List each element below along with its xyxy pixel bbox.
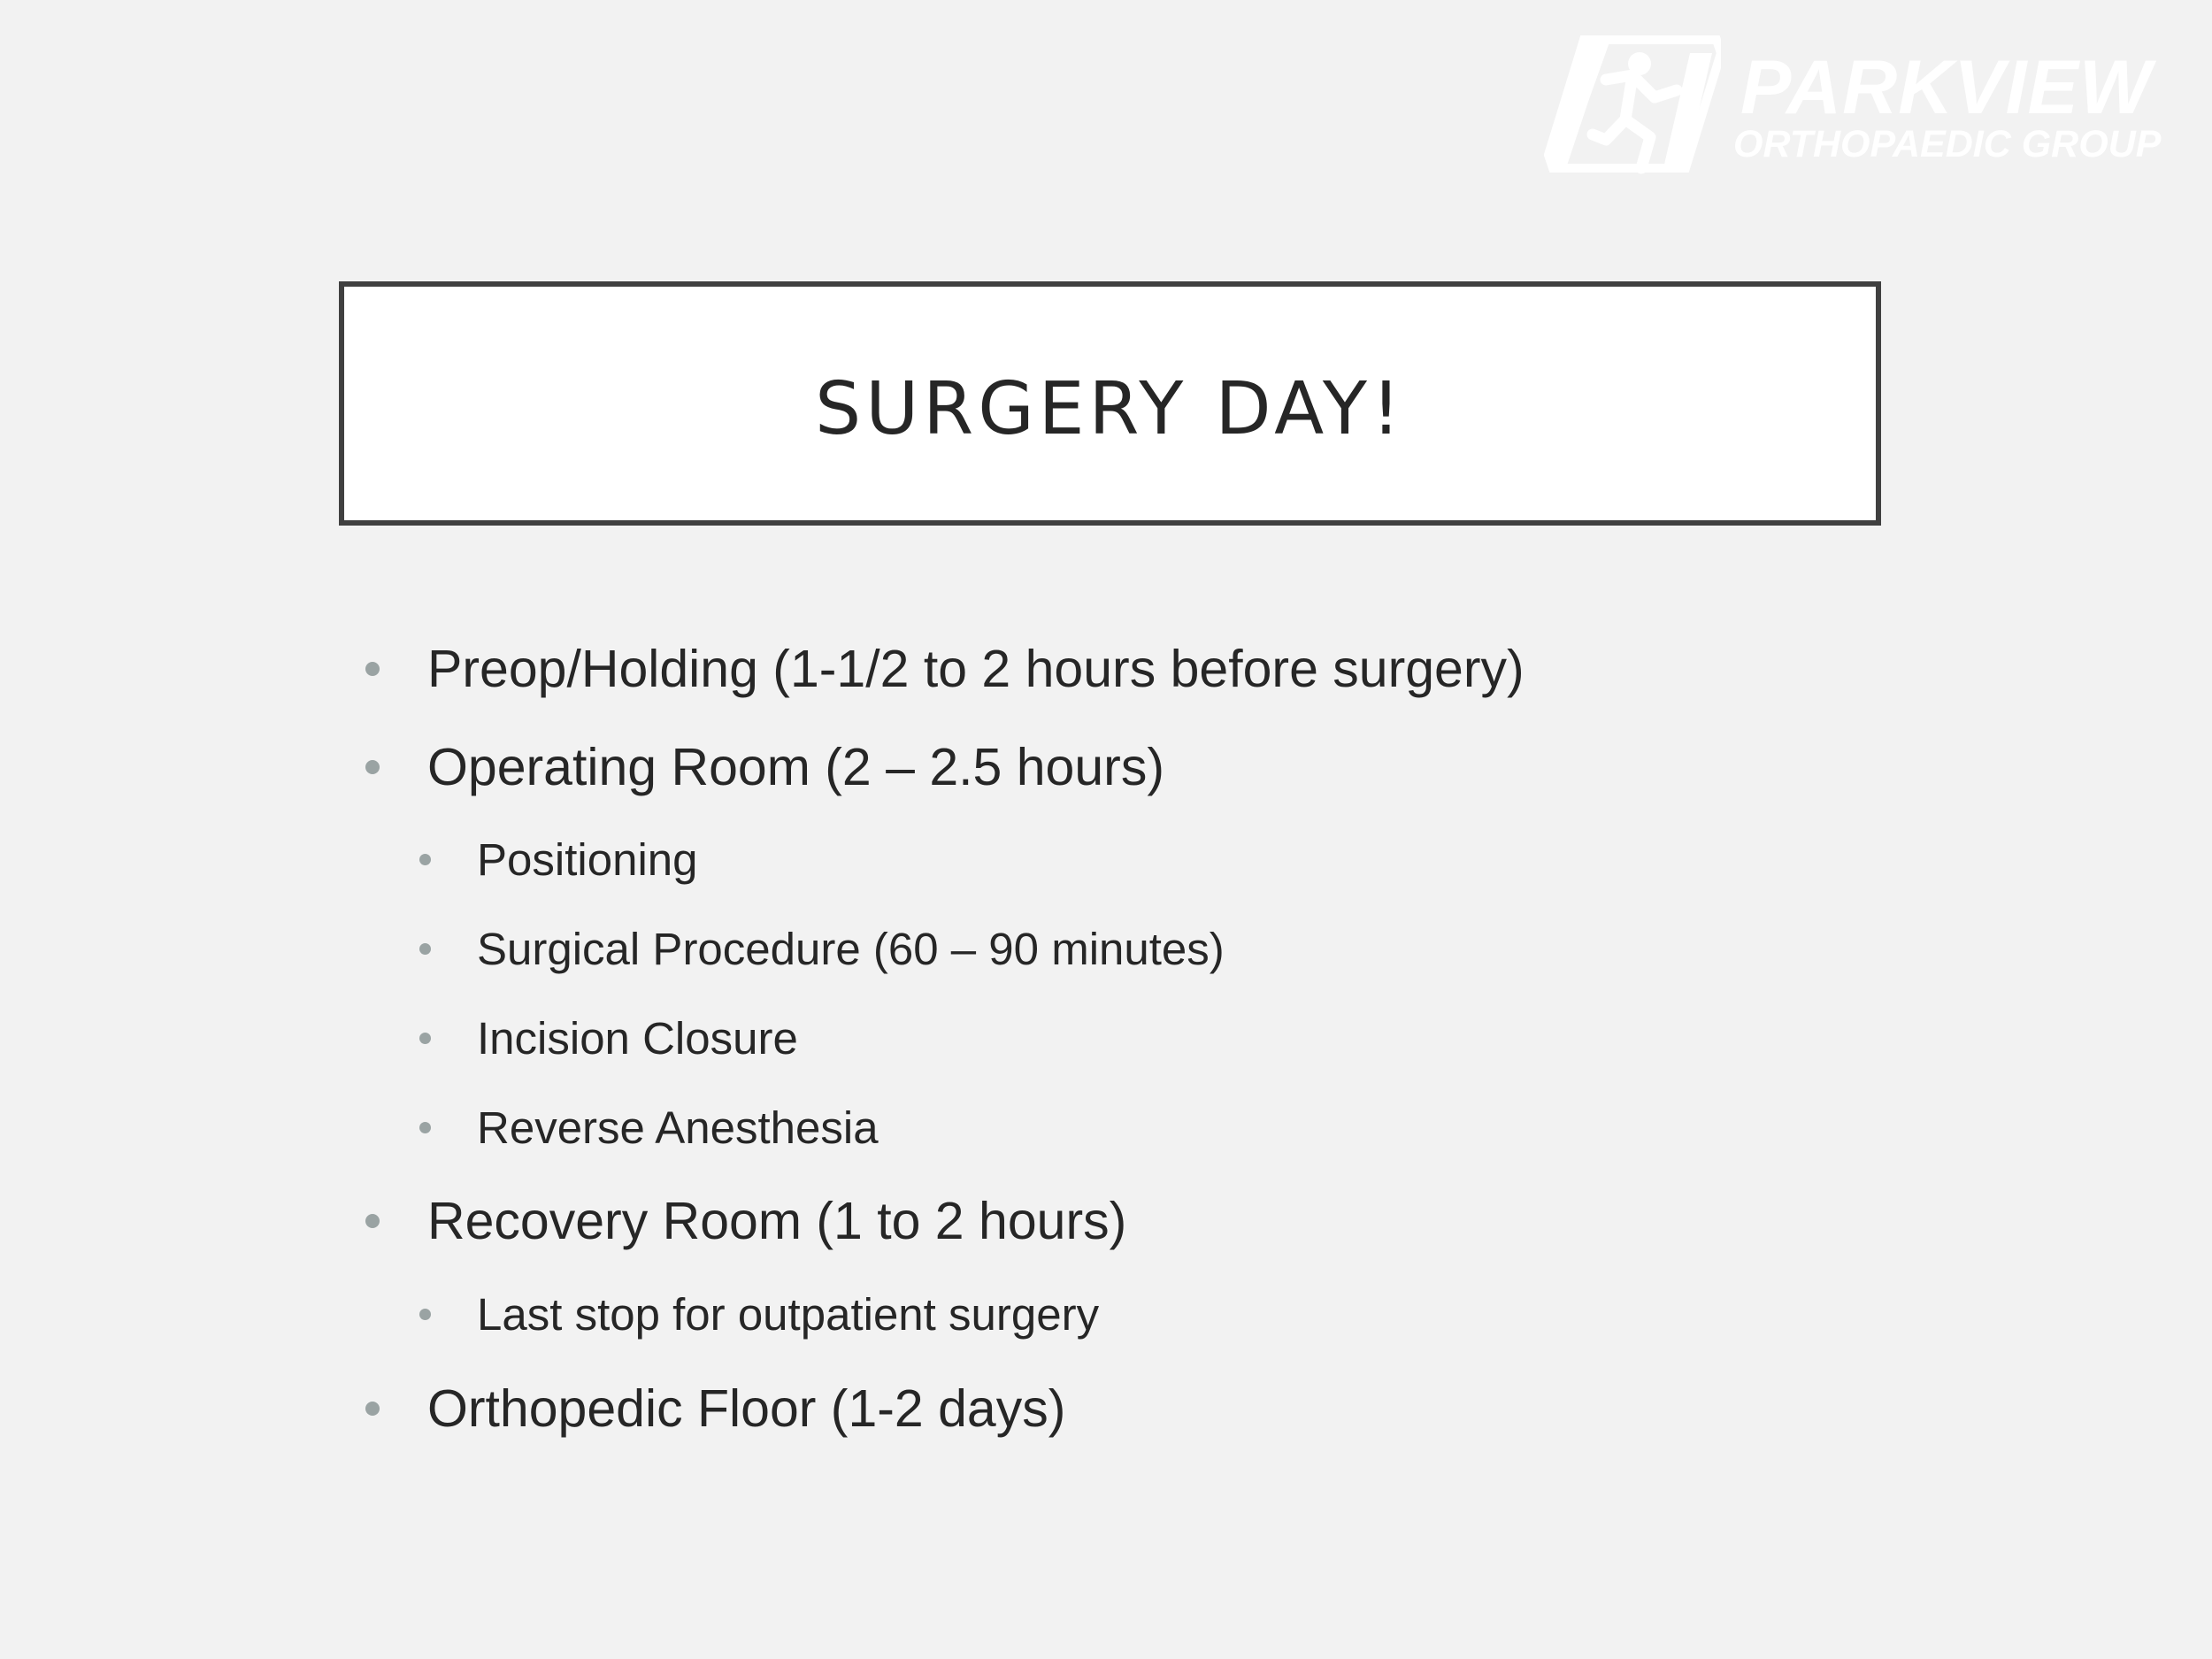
- slide-title: SURGERY DAY!: [815, 366, 1405, 451]
- logo-wordmark: PARKVIEW: [1740, 45, 2153, 130]
- list-item: [365, 1379, 1065, 1439]
- list-item: [419, 1102, 879, 1154]
- bullet-dot: [365, 760, 380, 774]
- list-item-text: Positioning: [477, 834, 698, 885]
- list-item: [365, 639, 1525, 699]
- list-item-text: Reverse Anesthesia: [477, 1102, 879, 1153]
- list-item: [365, 737, 1164, 797]
- list-item: [419, 1288, 1099, 1340]
- bullet-dot: [365, 1402, 380, 1416]
- bullet-dot: [365, 662, 380, 676]
- logo-subtitle: ORTHOPAEDIC GROUP: [1733, 123, 2162, 165]
- list-item-text: Surgical Procedure (60 – 90 minutes): [477, 924, 1225, 974]
- list-item-text: Operating Room (2 – 2.5 hours): [427, 738, 1164, 796]
- list-item-text: Recovery Room (1 to 2 hours): [427, 1192, 1127, 1250]
- list-item-text: Incision Closure: [477, 1013, 798, 1064]
- list-item-text: Last stop for outpatient surgery: [477, 1289, 1100, 1340]
- list-item-text: Preop/Holding (1-1/2 to 2 hours before surgery): [427, 640, 1525, 698]
- bullet-dot: [419, 1309, 431, 1320]
- list-item: [419, 923, 1225, 975]
- bullet-dot: [419, 1033, 431, 1044]
- bullet-dot: [419, 943, 431, 955]
- list-item-text: Orthopedic Floor (1-2 days): [427, 1379, 1066, 1438]
- list-item: [419, 833, 698, 886]
- list-item: [365, 1191, 1126, 1251]
- list-item: [419, 1012, 798, 1064]
- bullet-dot: [365, 1214, 380, 1228]
- bullet-dot: [419, 1122, 431, 1133]
- bullet-dot: [419, 854, 431, 865]
